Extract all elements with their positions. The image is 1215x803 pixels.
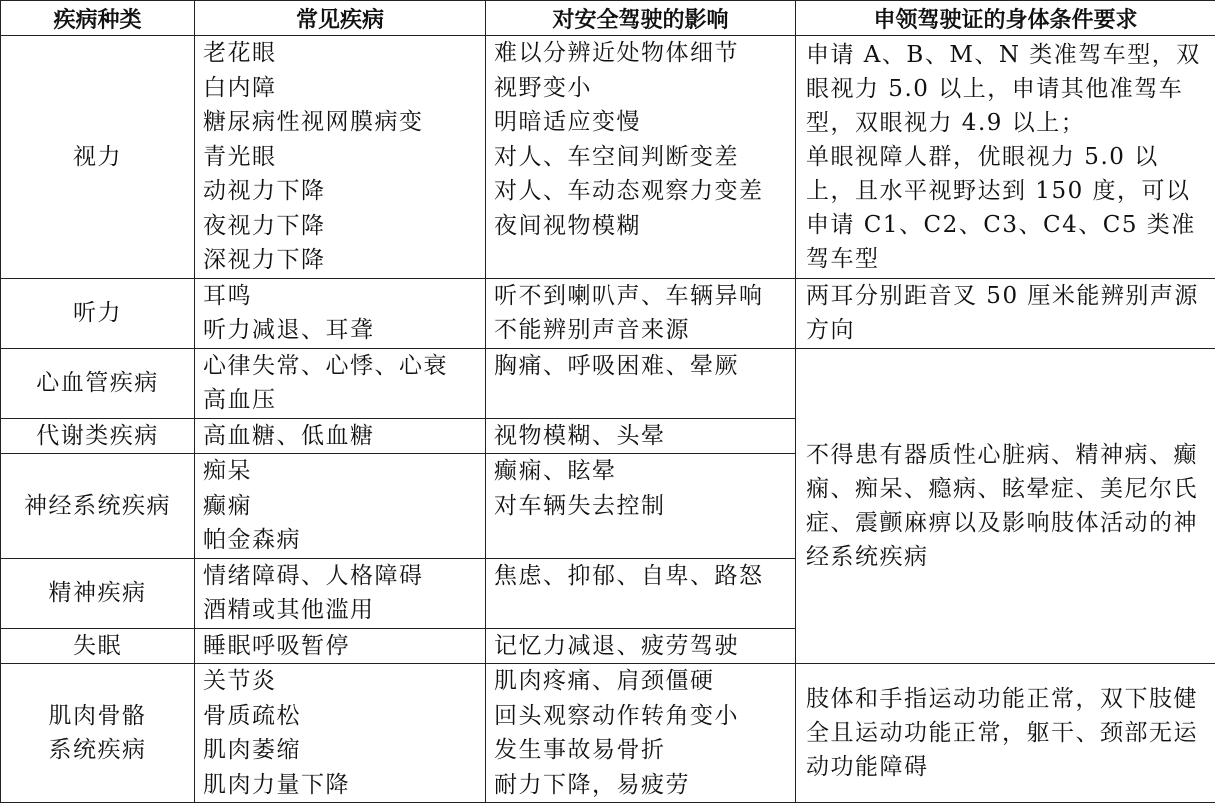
disease-item: 动视力下降 xyxy=(203,174,477,209)
category-text: 视力 xyxy=(9,140,186,174)
effect-item: 对人、车动态观察力变差 xyxy=(494,174,787,209)
effects-cell xyxy=(486,348,796,418)
requirement-text: 单眼视障人群，优眼视力 5.0 以上，且水平视野达到 150 度，可以申请 C1、C2、C3、C4、C5 类准驾车型 xyxy=(806,140,1205,276)
effect-item: 明暗适应变慢 xyxy=(494,105,787,140)
disease-item: 白内障 xyxy=(203,71,477,106)
effects-cell xyxy=(486,454,796,559)
effect-item: 夜间视物模糊 xyxy=(494,209,787,244)
disease-item: 酒精或其他滥用 xyxy=(203,593,477,628)
requirement-text: 申请 A、B、M、N 类准驾车型，双眼视力 5.0 以上，申请其他准驾车型，双眼视力 4.9 以上； xyxy=(806,38,1205,140)
category-text: 代谢类疾病 xyxy=(9,419,186,453)
category-text: 系统疾病 xyxy=(9,733,186,767)
requirement-cell-vision xyxy=(796,36,1215,279)
disease-item: 高血糖、低血糖 xyxy=(203,419,477,454)
diseases-cell xyxy=(195,348,486,418)
disease-item: 夜视力下降 xyxy=(203,209,477,244)
header-effects: 对安全驾驶的影响 xyxy=(486,1,796,36)
diseases-cell xyxy=(195,454,486,559)
header-diseases: 常见疾病 xyxy=(195,1,486,36)
disease-item: 骨质疏松 xyxy=(203,699,477,734)
requirement-cell-hearing xyxy=(796,278,1215,348)
requirement-text: 两耳分别距音叉 50 厘米能辨别声源方向 xyxy=(806,279,1205,347)
disease-item: 老花眼 xyxy=(203,36,477,71)
effect-item: 发生事故易骨折 xyxy=(494,733,787,768)
requirement-text: 不得患有器质性心脏病、精神病、癫痫、痴呆、瘾病、眩晕症、美尼尔氏症、震颤麻痹以及影响肢体活动的神经系统疾病 xyxy=(806,438,1205,574)
effect-item: 视物模糊、头晕 xyxy=(494,419,787,454)
effect-item: 耐力下降，易疲劳 xyxy=(494,768,787,803)
disease-item: 痴呆 xyxy=(203,454,477,489)
effects-cell xyxy=(486,664,796,803)
disease-item: 青光眼 xyxy=(203,140,477,175)
diseases-cell xyxy=(195,664,486,803)
category-text: 听力 xyxy=(9,296,186,330)
effect-item: 肌肉疼痛、肩颈僵硬 xyxy=(494,664,787,699)
diseases-cell xyxy=(195,628,486,664)
category-cell xyxy=(1,348,195,418)
effect-item: 听不到喇叭声、车辆异响 xyxy=(494,279,787,314)
disease-item: 帕金森病 xyxy=(203,523,477,558)
requirement-text: 肢体和手指运动功能正常，双下肢健全且运动功能正常，躯干、颈部无运动功能障碍 xyxy=(806,682,1205,784)
disease-item: 肌肉力量下降 xyxy=(203,768,477,803)
table-row xyxy=(1,36,1215,279)
disease-item: 情绪障碍、人格障碍 xyxy=(203,559,477,594)
category-text: 精神疾病 xyxy=(9,576,186,610)
disease-item: 癫痫 xyxy=(203,489,477,524)
disease-item: 深视力下降 xyxy=(203,243,477,278)
category-text: 神经系统疾病 xyxy=(9,489,186,523)
effects-cell xyxy=(486,418,796,454)
requirement-cell-musculoskeletal xyxy=(796,664,1215,803)
disease-item: 睡眠呼吸暂停 xyxy=(203,629,477,664)
category-text: 肌肉骨骼 xyxy=(9,699,186,733)
header-row xyxy=(1,1,1215,36)
category-cell xyxy=(1,628,195,664)
category-text: 心血管疾病 xyxy=(9,366,186,400)
effect-item: 记忆力减退、疲劳驾驶 xyxy=(494,629,787,664)
effect-item: 焦虑、抑郁、自卑、路怒 xyxy=(494,559,787,594)
effects-cell xyxy=(486,36,796,279)
effect-item: 胸痛、呼吸困难、晕厥 xyxy=(494,349,787,384)
disease-item: 耳鸣 xyxy=(203,279,477,314)
header-category: 疾病种类 xyxy=(1,1,195,36)
disease-item: 肌肉萎缩 xyxy=(203,733,477,768)
effect-item: 癫痫、眩晕 xyxy=(494,454,787,489)
disease-item: 糖尿病性视网膜病变 xyxy=(203,105,477,140)
category-text: 失眠 xyxy=(9,629,186,663)
effect-item: 不能辨别声音来源 xyxy=(494,313,787,348)
effect-item: 对车辆失去控制 xyxy=(494,489,787,524)
effects-cell xyxy=(486,558,796,628)
effect-item: 对人、车空间判断变差 xyxy=(494,140,787,175)
effects-cell xyxy=(486,278,796,348)
category-cell xyxy=(1,664,195,803)
requirement-cell-nervous xyxy=(796,348,1215,664)
table-row xyxy=(1,278,1215,348)
diseases-cell xyxy=(195,418,486,454)
effects-cell xyxy=(486,628,796,664)
category-cell xyxy=(1,278,195,348)
effect-item: 回头观察动作转角变小 xyxy=(494,699,787,734)
diseases-cell xyxy=(195,558,486,628)
header-requirements: 申领驾驶证的身体条件要求 xyxy=(796,1,1215,36)
category-cell xyxy=(1,454,195,559)
disease-item: 听力减退、耳聋 xyxy=(203,313,477,348)
table-row xyxy=(1,664,1215,803)
diseases-cell xyxy=(195,278,486,348)
diseases-cell xyxy=(195,36,486,279)
table-row xyxy=(1,348,1215,418)
disease-item: 心律失常、心悸、心衰 xyxy=(203,349,477,384)
disease-item: 关节炎 xyxy=(203,664,477,699)
category-cell xyxy=(1,558,195,628)
effect-item: 难以分辨近处物体细节 xyxy=(494,36,787,71)
category-cell xyxy=(1,36,195,279)
category-cell xyxy=(1,418,195,454)
effect-item: 视野变小 xyxy=(494,71,787,106)
disease-item: 高血压 xyxy=(203,383,477,418)
